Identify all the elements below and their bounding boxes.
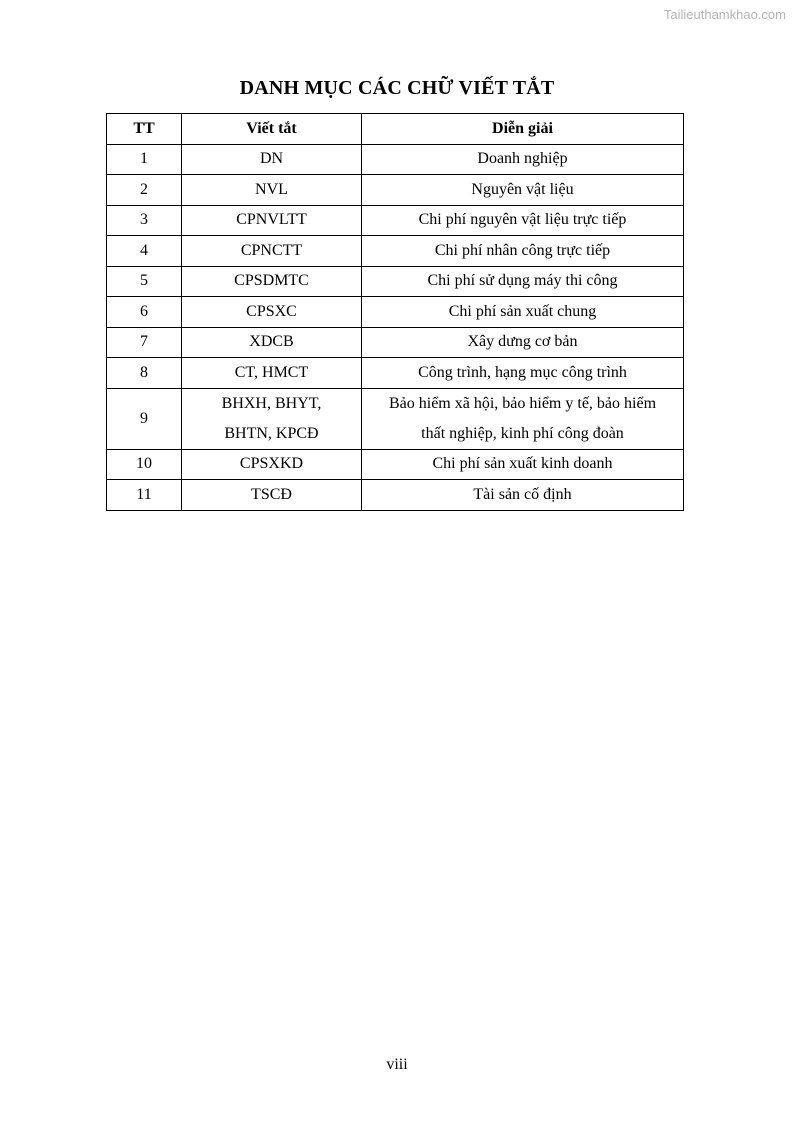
table-row xyxy=(107,327,684,358)
row-number: 9 xyxy=(107,388,182,449)
row-description-line-1: Bảo hiểm xã hội, bảo hiểm y tế, bảo hiểm xyxy=(388,394,657,412)
table-row xyxy=(107,449,684,480)
table-row xyxy=(107,388,684,449)
row-description xyxy=(362,388,684,449)
row-abbreviation: TSCĐ xyxy=(182,480,362,511)
row-description: Chi phí sản xuất chung xyxy=(362,297,684,328)
table-header-row xyxy=(107,114,684,145)
row-description: Doanh nghiệp xyxy=(362,144,684,175)
row-number: 6 xyxy=(107,297,182,328)
row-number: 8 xyxy=(107,358,182,389)
row-number: 2 xyxy=(107,175,182,206)
row-abbreviation: CPSDMTC xyxy=(182,266,362,297)
table-row xyxy=(107,266,684,297)
row-description: Nguyên vật liệu xyxy=(362,175,684,206)
row-description: Công trình, hạng mục công trình xyxy=(362,358,684,389)
row-number: 11 xyxy=(107,480,182,511)
table-row xyxy=(107,358,684,389)
row-abbreviation: CPNVLTT xyxy=(182,205,362,236)
header-abbreviation: Viết tắt xyxy=(182,114,362,145)
row-abbreviation xyxy=(182,388,362,449)
header-tt: TT xyxy=(107,114,182,145)
row-description-line-2: thất nghiệp, kinh phí công đoàn xyxy=(421,424,624,442)
row-description: Chi phí sử dụng máy thi công xyxy=(362,266,684,297)
row-number: 10 xyxy=(107,449,182,480)
page-number: viii xyxy=(386,1056,408,1073)
table-row xyxy=(107,480,684,511)
table-row xyxy=(107,205,684,236)
row-description: Tài sản cố định xyxy=(362,480,684,511)
watermark-text: Tailieuthamkhao.com xyxy=(663,7,786,22)
row-abbreviation: CPSXKD xyxy=(182,449,362,480)
abbreviation-table xyxy=(106,113,684,511)
row-description: Chi phí nhân công trực tiếp xyxy=(362,236,684,267)
table-row xyxy=(107,144,684,175)
row-number: 5 xyxy=(107,266,182,297)
row-abbreviation: CPSXC xyxy=(182,297,362,328)
page-title: DANH MỤC CÁC CHỮ VIẾT TẮT xyxy=(239,77,555,99)
row-abbreviation: CT, HMCT xyxy=(182,358,362,389)
row-abbreviation: XDCB xyxy=(182,327,362,358)
table-row xyxy=(107,297,684,328)
row-description: Chi phí nguyên vật liệu trực tiếp xyxy=(362,205,684,236)
header-description: Diễn giải xyxy=(362,114,684,145)
row-abbreviation: DN xyxy=(182,144,362,175)
row-abbreviation-line-2: BHTN, KPCĐ xyxy=(224,424,319,442)
row-number: 1 xyxy=(107,144,182,175)
row-abbreviation: NVL xyxy=(182,175,362,206)
table-row xyxy=(107,175,684,206)
row-description: Xây dưng cơ bản xyxy=(362,327,684,358)
row-number: 7 xyxy=(107,327,182,358)
row-number: 3 xyxy=(107,205,182,236)
table-row xyxy=(107,236,684,267)
row-description: Chi phí sản xuất kinh doanh xyxy=(362,449,684,480)
row-number: 4 xyxy=(107,236,182,267)
row-abbreviation: CPNCTT xyxy=(182,236,362,267)
row-abbreviation-line-1: BHXH, BHYT, xyxy=(221,394,322,412)
